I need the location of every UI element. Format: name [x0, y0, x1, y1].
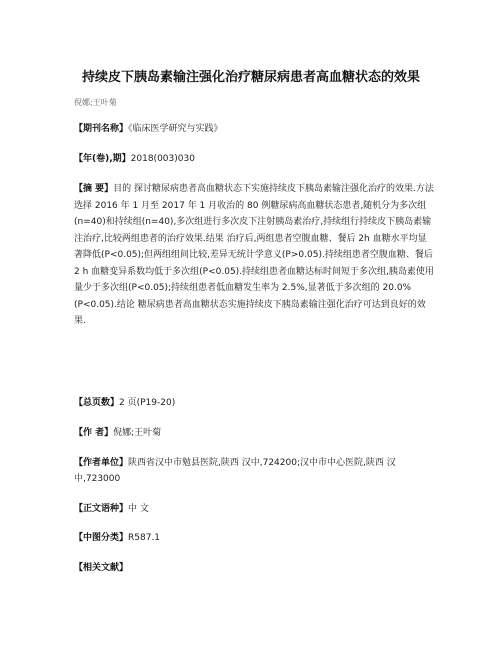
- field-affiliation: [74, 455, 434, 487]
- field-value: 《临床医学研究与实践》: [128, 124, 223, 134]
- field-value: 陕西省汉中市勉县医院,陕西 汉中,724200;汉中市中心医院,陕西 汉中,723000: [74, 458, 396, 484]
- field-language: [74, 501, 434, 517]
- field-value: R587.1: [128, 533, 161, 543]
- field-abstract: [74, 181, 434, 330]
- field-label: 【中图分类】: [74, 533, 129, 543]
- field-label: 【作 者】: [74, 428, 114, 438]
- field-journal: [74, 121, 434, 137]
- field-authors: [74, 425, 434, 441]
- field-classification: [74, 530, 434, 546]
- field-label: 【正文语种】: [74, 504, 129, 514]
- field-label: 【期刊名称】: [74, 124, 129, 134]
- field-label: 【相关文献】: [74, 563, 129, 573]
- field-value: 2 页(P19-20): [119, 398, 176, 408]
- field-pages: [74, 395, 434, 411]
- field-value: 中 文: [128, 504, 149, 514]
- field-value: 2018(003)030: [130, 154, 195, 164]
- field-label: 【作者单位】: [74, 458, 129, 468]
- field-value: 倪娜;王叶菊: [113, 428, 162, 438]
- field-label: 【年(卷),期】: [74, 154, 131, 164]
- field-year-issue: [74, 151, 434, 167]
- field-related: [74, 560, 434, 576]
- page-title: 持续皮下胰岛素输注强化治疗糖尿病患者高血糖状态的效果: [81, 70, 420, 85]
- authors-line: 倪娜;王叶菊: [74, 98, 117, 107]
- field-label: 【总页数】: [74, 398, 120, 408]
- field-label: 【摘 要】: [74, 184, 114, 194]
- field-value: 目的 探讨糖尿病患者高血糖状态下实施持续皮下胰岛素输注强化治疗的效果.方法 选择 2016 年 1 月至 2017 年 1 月收治的 80 例糖尿病高血糖状态患者,随机分为多次组(n=40)和持续组(n=40),多次组进行多次皮下注射胰岛素治疗,持续组行持续皮下胰岛素输注治疗,比较两组患者的治疗效果.结果 治疗后,两组患者空腹血糖、餐后 2h 血糖水平均显著降低(P<0.05);但两组组间比较,差异无统计学意义(P>0.05).持续组患者空腹血糖、餐后 2 h 血糖变异系数均低于多次组(P<0.05).持续组患者血糖达标时间短于多次组,胰岛素使用量少于多次组(P<0.05);持续组患者低血糖发生率为 2.5%,显著低于多次组的 20.0%(P<0.05).结论 糖尿病患者高血糖状态实施持续皮下胰岛素输注强化治疗可达到良好的效果.: [74, 184, 434, 326]
